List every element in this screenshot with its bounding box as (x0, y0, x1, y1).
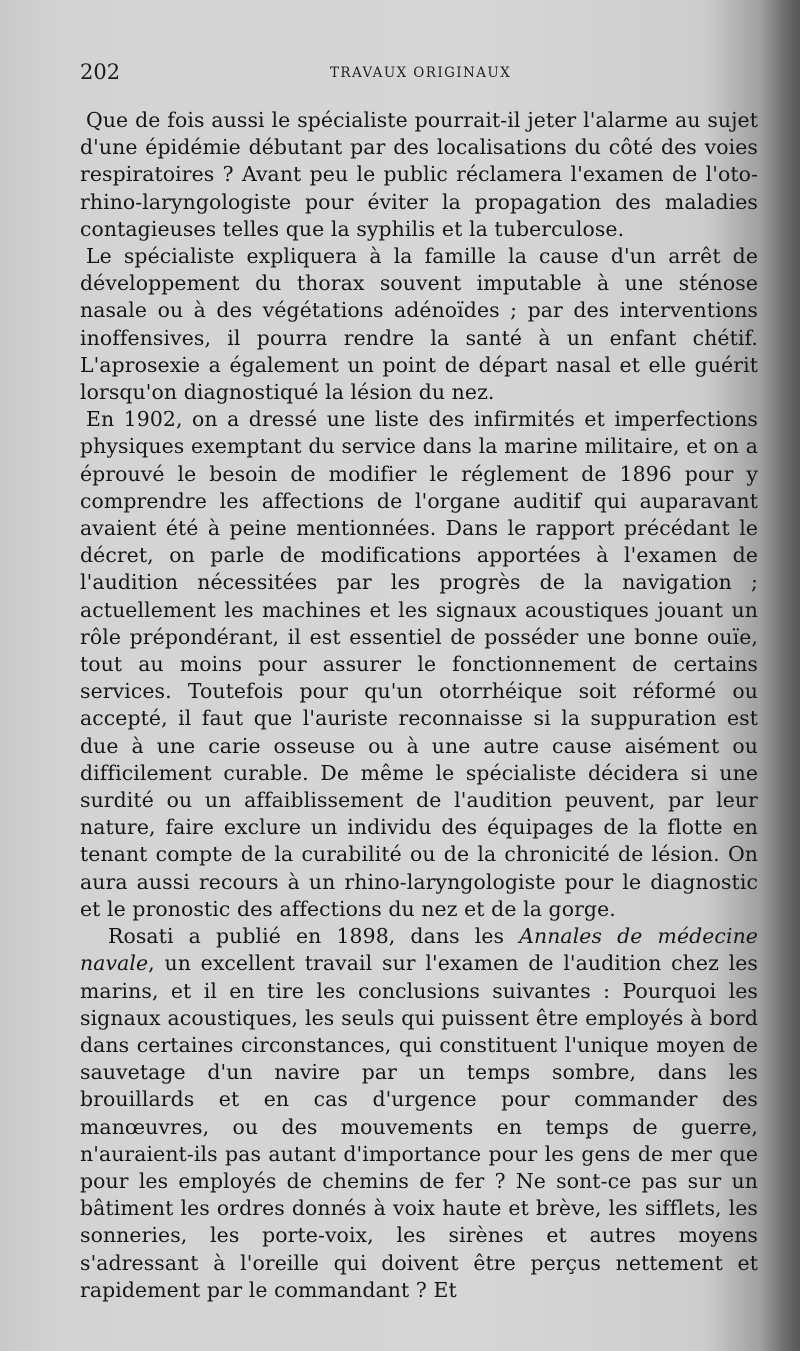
body-text (80, 107, 758, 1304)
rosati-text-end: , un excellent travail sur l'examen de l'audition chez les marins, et il en tire les conclusions suivantes : Pourquoi les signaux acoustiques, les seuls qui puissent être employés à bord dans certaines circonstances, qui constituent l'unique moyen de sauvetage d'un navire par un temps sombre, dans les brouillards et en cas d'urgence pour commander des manœuvres, ou des mouvements en temps de guerre, n'auraient-ils pas autant d'importance pour les gens de mer que pour les employés de chemins de fer ? Ne sont-ce pas sur un bâtiment les ordres donnés à voix haute et brève, les sifflets, les sonneries, les porte-voix, les sirènes et autres moyens s'adressant à l'oreille qui doivent être perçus nettement et rapidement par le commandant ? Et (80, 951, 758, 1302)
paragraph-marine-1902: En 1902, on a dressé une liste des infirmités et imperfections physiques exemptant du service dans la marine militaire, et on a éprouvé le besoin de modifier le réglement de 1896 pour y comprendre les affections de l'organe auditif qui auparavant avaient été à peine mentionnées. Dans le rapport précédant le décret, on parle de modifications apportées à l'examen de l'audition nécessitées par les progrès de la navigation ; actuellement les machines et les signaux acoustiques jouant un rôle prépondérant, il est essentiel de posséder une bonne ouïe, tout au moins pour assurer le fonctionnement de certains services. Toutefois pour qu'un otorrhéique soit réformé ou accepté, il faut que l'auriste reconnaisse si la suppuration est due à une carie osseuse ou à une autre cause aisément ou difficilement curable. De même le spécialiste décidera si une surdité ou un affaiblissement de l'audition peuvent, par leur nature, faire exclure un individu des équipages de la flotte en tenant compte de la curabilité ou de la chronicité de lésion. On aura aussi recours à un rhino-laryngologiste pour le diagnostic et le pronostic des affections du nez et de la gorge. (80, 407, 758, 921)
paragraph-rosati (80, 923, 758, 1304)
page-number: 202 (80, 60, 121, 84)
page-header (80, 60, 760, 90)
paragraph-family: Le spécialiste expliquera à la famille la cause d'un arrêt de développement du thorax souvent imputable à une sténose nasale ou à des végétations adénoïdes ; par des interventions inoffensives, il pourra rendre la santé à un enfant chétif. L'aprosexie a également un point de départ nasal et elle guérit lorsqu'on diagnostiqué la lésion du nez. (80, 244, 758, 405)
running-title: TRAVAUX ORIGINAUX (330, 65, 512, 81)
paragraph-epidemic: Que de fois aussi le spécialiste pourrait-il jeter l'alarme au sujet d'une épidémie débutant par des localisations du côté des voies respiratoires ? Avant peu le public réclamera l'examen de l'oto-rhino-laryngologiste pour éviter la propagation des maladies contagieuses telles que la syphilis et la tuberculose. (80, 108, 758, 241)
journal-title: Annales de médecine navale (80, 924, 758, 976)
rosati-text-start: Rosati a publié en 1898, dans les (108, 924, 520, 949)
